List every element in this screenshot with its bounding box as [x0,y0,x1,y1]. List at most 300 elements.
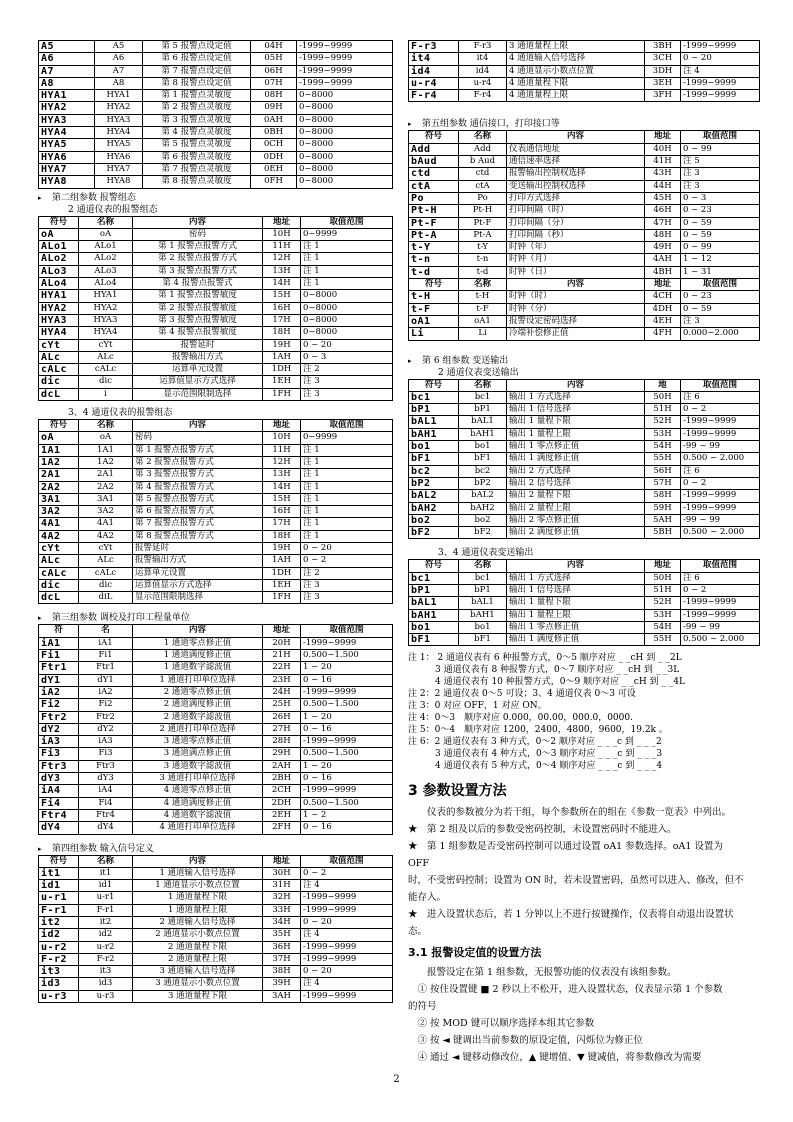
text-line: 4 通道仪表有 10 种报警方式，0～9 顺序对应 _ _cH 到 _ _4L [408,677,685,688]
address-cell: 05H [251,53,297,65]
symbol-cell: 3A2 [39,506,79,518]
symbol-cell: cYt [39,542,79,554]
table-row [39,785,393,797]
column-header: 取值范围 [681,131,760,143]
table-row [409,168,760,180]
symbol-cell: id4 [409,65,459,77]
address-cell: 08H [251,90,297,102]
range-cell: -1999~9999 [681,416,760,428]
address-cell: 19H [263,339,301,351]
symbol-cell: cALc [39,364,79,376]
address-cell: 46H [645,205,681,217]
content-cell: 第 6 报警点灵敏度 [143,151,251,163]
name-cell: oA1 [459,315,507,327]
content-cell: 报警设定密码选择 [507,315,645,327]
address-cell: 51H [645,584,681,596]
address-cell: 4AH [645,254,681,266]
address-cell: 14H [263,278,301,290]
range-cell: -1999~9999 [681,597,760,609]
content-cell: 输出 1 方式选择 [507,391,645,403]
address-cell: 31H [263,880,301,892]
address-cell: 5BH [645,527,681,539]
name-cell: bP2 [459,477,507,489]
address-cell: 43H [645,168,681,180]
name-cell: 3A1 [79,493,133,505]
address-cell: 4CH [645,291,681,303]
range-cell: 0~8000 [301,327,393,339]
range-cell: 注 1 [301,481,393,493]
symbol-cell: iA4 [39,785,79,797]
address-cell: 10H [263,228,301,240]
content-cell: 输出 1 满度修正值 [507,453,645,465]
symbol-cell: dic [39,579,79,591]
column-header: 内容 [507,560,645,572]
symbol-cell: HYA1 [39,90,95,102]
name-cell: diL [79,592,133,604]
symbol-cell: Pt-H [409,205,459,217]
name-cell: 4A2 [79,530,133,542]
symbol-cell: dY4 [39,822,79,834]
content-cell: 第 7 报警点灵敏度 [143,163,251,175]
content-cell: 内容 [507,279,645,291]
content-cell: 1 通道量程下限 [133,892,263,904]
content-cell: 运算单元设置 [133,567,263,579]
name-cell: HYA8 [95,176,143,188]
range-cell: -1999~9999 [301,904,393,916]
text-line: ★ 进入设置状态后，若 1 分钟以上不进行按键操作，仪表将自动退出设置状 [408,909,734,921]
content-cell: 第 8 报警点灵敏度 [143,176,251,188]
address-cell: 51H [645,404,681,416]
range-cell: 1 ~ 20 [301,711,393,723]
content-cell: 1 通道数字滤波值 [133,662,263,674]
content-cell: 第 8 报警点报警方式 [133,530,263,542]
table-row [39,241,393,253]
symbol-cell: bAH2 [409,502,459,514]
content-cell: 密码 [133,228,263,240]
address-cell: 12H [263,253,301,265]
content-cell: 4 通道量程下限 [507,77,645,89]
symbol-cell: HYA3 [39,314,79,326]
table-row [39,773,393,785]
content-cell: 4 通道输入信号选择 [507,53,645,65]
content-cell: 输出 2 量程上限 [507,502,645,514]
table-row [39,662,393,674]
group6-subtitle-2ch: 2 通道仪表变送输出 [438,367,519,378]
range-cell: 0~9999 [301,228,393,240]
content-cell: 第 5 报警点报警方式 [133,493,263,505]
address-cell: 16H [263,302,301,314]
column-header: 符号 [409,560,459,572]
range-cell: 0.500 ~ 2.000 [681,634,760,646]
range-cell: 0~8000 [301,302,393,314]
content-cell: 3 通道量程上限 [507,41,645,53]
address-cell: 14H [263,481,301,493]
content-cell: 输出 1 信号选择 [507,584,645,596]
content-cell: 第 4 报警点报警式 [133,278,263,290]
symbol-cell: 1A1 [39,444,79,456]
text-line: 注 6：2 通道仪表有 3 种方式，0～2 顺序对应 _ _ _c 到 _ _ _2 [408,737,662,748]
table-row [409,490,760,502]
range-cell: -1999~9999 [681,490,760,502]
content-cell: 1 通道输入信号选择 [133,867,263,879]
table-row [409,90,760,102]
address-cell: 54H [645,621,681,633]
name-cell: 1A2 [79,456,133,468]
table-row [39,506,393,518]
symbol-cell: ALc [39,555,79,567]
symbol-cell: oA1 [409,315,459,327]
column-header: 名称 [459,379,507,391]
symbol-cell: cALc [39,567,79,579]
address-cell: 04H [251,41,297,53]
address-cell: 3AH [263,990,301,1002]
symbol-cell: bAH1 [409,609,459,621]
table-row [39,929,393,941]
table-row [39,699,393,711]
content-cell: 运算值显示方式选择 [133,376,263,388]
name-cell: HYA3 [79,314,133,326]
column-header: 地址 [263,216,301,228]
content-cell: 4 通道满度修正值 [133,797,263,809]
address-cell: 0AH [251,114,297,126]
address-cell: 27H [263,723,301,735]
symbol-cell: Pt-A [409,229,459,241]
table-row [409,465,760,477]
content-cell: 3 通道满点修正值 [133,748,263,760]
content-cell: 4 通道显示小数点位置 [507,65,645,77]
address-cell: 2FH [263,822,301,834]
column-header: 名称 [79,420,133,432]
table-row [39,127,393,139]
address-cell: 0DH [251,151,297,163]
content-cell: 3 通道打印单位选择 [133,773,263,785]
name-cell: cYt [79,339,133,351]
content-cell: 仪表通信地址 [507,143,645,155]
name-cell: Pt-A [459,229,507,241]
range-cell: 注 3 [301,592,393,604]
range-cell: 注 1 [301,506,393,518]
content-cell: 变送输出控制权选择 [507,180,645,192]
group6-title: ▸ 第 6 组参数 变送输出 [408,355,509,366]
content-cell: 冷端补偿修正值 [507,328,645,340]
name-cell: bo1 [459,441,507,453]
table-group5 [408,130,760,340]
name-cell: bP1 [459,584,507,596]
range-cell: 0 ~ 99 [681,242,760,254]
symbol-cell: t-d [409,266,459,278]
text-line: ★ 第 1 组参数是否受密码控制可以通过设置 oA1 参数选择。oA1 设置为 [408,841,723,853]
name-cell: bAL1 [459,416,507,428]
address-cell: 23H [263,674,301,686]
range-cell: 注 5 [681,156,760,168]
name-cell: ALo2 [79,253,133,265]
table-row [409,242,760,254]
content-cell: 打印间隔（秒） [507,229,645,241]
range-cell: -1999~9999 [297,53,393,65]
address-cell: 0BH [251,127,297,139]
table-row [39,953,393,965]
table-row [39,302,393,314]
table-row [39,339,393,351]
name-cell: ALc [79,351,133,363]
table-row [39,456,393,468]
range-cell: 注 3 [301,388,393,400]
content-cell: 第 8 报警点设定值 [143,77,251,89]
group5-title: ▸ 第五组参数 通信接口，打印接口等 [408,119,560,130]
name-cell: ctd [459,168,507,180]
symbol-cell: cYt [39,339,79,351]
table-row [39,555,393,567]
range-cell: 注 4 [681,65,760,77]
column-header: 地 [645,379,681,391]
name-cell: it2 [79,917,133,929]
content-cell: 3 通道数字滤波值 [133,760,263,772]
range-cell: 1 ~ 12 [681,254,760,266]
text-line: 能存入。 [408,892,447,904]
name-cell: bc1 [459,391,507,403]
content-cell: 输出 1 量程下限 [507,597,645,609]
name-cell: bAH1 [459,428,507,440]
content-cell: 运算值显示方式选择 [133,579,263,591]
range-cell: 0.500~1.500 [301,699,393,711]
table-header-row [39,625,393,637]
content-cell: 第 7 报警点设定值 [143,65,251,77]
address-cell: 58H [645,490,681,502]
table-row [39,77,393,89]
name-cell: HYA1 [79,290,133,302]
range-cell: 0 ~ 59 [681,217,760,229]
address-cell: 06H [251,65,297,77]
address-cell: 1FH [263,388,301,400]
name-cell: u-r3 [79,990,133,1002]
symbol-cell: ctA [409,180,459,192]
text-line: OFF [408,858,429,870]
address-cell: 2BH [263,773,301,785]
address-cell: 47H [645,217,681,229]
text-line: 3 通道仪表有 4 种方式，0～3 顺序对应 _ _ _c 到 _ _ _3 [408,749,663,760]
address-cell: 15H [263,493,301,505]
range-cell: -1999~9999 [301,892,393,904]
name-cell: A6 [95,53,143,65]
symbol-cell: u-r1 [39,892,79,904]
table-row [39,990,393,1002]
range-cell: -1999~9999 [297,65,393,77]
range-cell: 注 6 [681,465,760,477]
content-cell: 第 5 报警点设定值 [143,41,251,53]
address-cell: 0EH [251,163,297,175]
column-header: 名 [79,625,133,637]
table-row [409,391,760,403]
address-cell: 55H [645,634,681,646]
address-cell: 13H [263,265,301,277]
range-cell: 0.500 ~ 2.000 [681,527,760,539]
symbol-cell: F-r3 [409,41,459,53]
column-header: 取值范围 [301,855,393,867]
name-cell: bo2 [459,514,507,526]
content-cell: 显示范围限制选择 [133,592,263,604]
name-cell: Add [459,143,507,155]
column-header: 名称 [79,855,133,867]
address-cell: 38H [263,966,301,978]
table-header-row [39,420,393,432]
text-line: 时，不受密码控制；设置为 ON 时，若未设置密码，虽然可以进入、修改，但不 [408,875,744,887]
content-cell: 打印间隔（时） [507,205,645,217]
text-line: 注 4：0～3 顺序对应 0.000，00.00，000.0，0000. [408,713,633,724]
address-cell: 1AH [263,555,301,567]
column-header: 取值范围 [301,420,393,432]
address-cell: 53H [645,609,681,621]
table-row [39,290,393,302]
name-cell: t-d [459,266,507,278]
range-cell: 0 ~ 2 [301,867,393,879]
symbol-cell: bAud [409,156,459,168]
symbol-cell: bc1 [409,391,459,403]
column-header: 内容 [133,625,263,637]
table-group1-tail [38,40,393,189]
table-row [409,441,760,453]
address-cell: 55H [645,453,681,465]
name-cell: F-r3 [459,41,507,53]
column-header: 取值范围 [681,379,760,391]
column-header: 取值范围 [301,216,393,228]
name-cell: iA3 [79,736,133,748]
symbol-cell: F-r2 [39,953,79,965]
range-cell: 注 3 [681,180,760,192]
name-cell: cALc [79,567,133,579]
range-cell: -1999~9999 [297,41,393,53]
content-cell: 第 4 报警点报警敏度 [133,327,263,339]
name-cell: bAL2 [459,490,507,502]
table-row [409,192,760,204]
name-cell: t-Y [459,242,507,254]
table-row [409,315,760,327]
text-line: 3 通道仪表有 8 种报警方式，0～7 顺序对应 _ _cH 到 _ _3L [408,665,680,676]
symbol-cell: 2A2 [39,481,79,493]
range-cell: -1999~9999 [681,90,760,102]
table-row [39,228,393,240]
address-cell: 17H [263,314,301,326]
name-cell: bo1 [459,621,507,633]
symbol-cell: Ftr4 [39,809,79,821]
name-cell: HYA5 [95,139,143,151]
table-row [39,176,393,188]
symbol-cell: oA [39,228,79,240]
name-cell: A8 [95,77,143,89]
content-cell: 运算单元设置 [133,364,263,376]
range-cell: 注 1 [301,278,393,290]
name-cell: dic [79,579,133,591]
table-row [39,41,393,53]
table-row [39,65,393,77]
content-cell: 第 2 报警点报警方式 [133,253,263,265]
range-cell: -1999~9999 [681,428,760,440]
range-cell: 0 ~ 20 [301,542,393,554]
table-header-row [409,131,760,143]
address-cell: 50H [645,391,681,403]
content-cell: 3 通道量程下限 [133,990,263,1002]
name-cell: i [79,388,133,400]
name-cell: HYA7 [95,163,143,175]
name-cell: Ftr2 [79,711,133,723]
address-cell: 35H [263,929,301,941]
range-cell: 0 ~ 59 [681,229,760,241]
name-cell: id2 [79,929,133,941]
table-row [39,637,393,649]
table-header-row [39,216,393,228]
table-header-row [409,560,760,572]
symbol-cell: bAL1 [409,597,459,609]
address-cell: 33H [263,904,301,916]
table-row [409,584,760,596]
column-header: 内容 [507,131,645,143]
name-cell: cALc [79,364,133,376]
symbol-cell: HYA3 [39,114,95,126]
address-cell: 0CH [251,139,297,151]
range-cell: 0 ~ 16 [301,773,393,785]
content-cell: 2 通道输入信号选择 [133,917,263,929]
symbol-cell: it1 [39,867,79,879]
name-cell: F-r1 [79,904,133,916]
table-group2-2ch [38,216,393,401]
text-line: ④ 通过 ◄ 键移动修改位，▲ 键增值、▼ 键减值，将参数修改为需要 [408,1052,702,1064]
address-cell: 54H [645,441,681,453]
name-cell: HYA1 [95,90,143,102]
table-group3 [38,624,393,834]
symbol-cell: Li [409,328,459,340]
symbol-cell: A6 [39,53,95,65]
content-cell: 输出 1 零点修正值 [507,441,645,453]
table-row [39,723,393,735]
content-cell: 2 通道满度修正值 [133,699,263,711]
range-cell: 注 1 [301,444,393,456]
column-header: 地址 [263,855,301,867]
content-cell: 输出 2 满度修正值 [507,527,645,539]
content-cell: 第 2 报警点报警敏度 [133,302,263,314]
range-cell: 1 ~ 31 [681,266,760,278]
content-cell: 输出 1 量程下限 [507,416,645,428]
column-header: 符号 [39,216,79,228]
range-cell: -1999~9999 [681,77,760,89]
address-cell: 59H [645,502,681,514]
content-cell: 时钟（日） [507,266,645,278]
content-cell: 报警延时 [133,339,263,351]
range-cell: 注 1 [301,265,393,277]
symbol-cell: Fi2 [39,699,79,711]
address-cell: 3EH [645,77,681,89]
address-cell: 56H [645,465,681,477]
address-cell: 3CH [645,53,681,65]
symbol-cell: 2A1 [39,469,79,481]
table-row [409,477,760,489]
name-cell: b Aud [459,156,507,168]
address-cell: 44H [645,180,681,192]
table-row [39,376,393,388]
content-cell: 第 6 报警点报警方式 [133,506,263,518]
address-cell: 地址 [645,279,681,291]
symbol-cell: id2 [39,929,79,941]
symbol-cell: iA1 [39,637,79,649]
symbol-cell: HYA8 [39,176,95,188]
address-cell: 48H [645,229,681,241]
name-cell: 3A2 [79,506,133,518]
table-row [39,760,393,772]
name-cell: HYA3 [95,114,143,126]
symbol-cell: u-r4 [409,77,459,89]
address-cell: 1FH [263,592,301,604]
name-cell: HYA4 [79,327,133,339]
range-cell: 0~8000 [297,90,393,102]
address-cell: 16H [263,506,301,518]
